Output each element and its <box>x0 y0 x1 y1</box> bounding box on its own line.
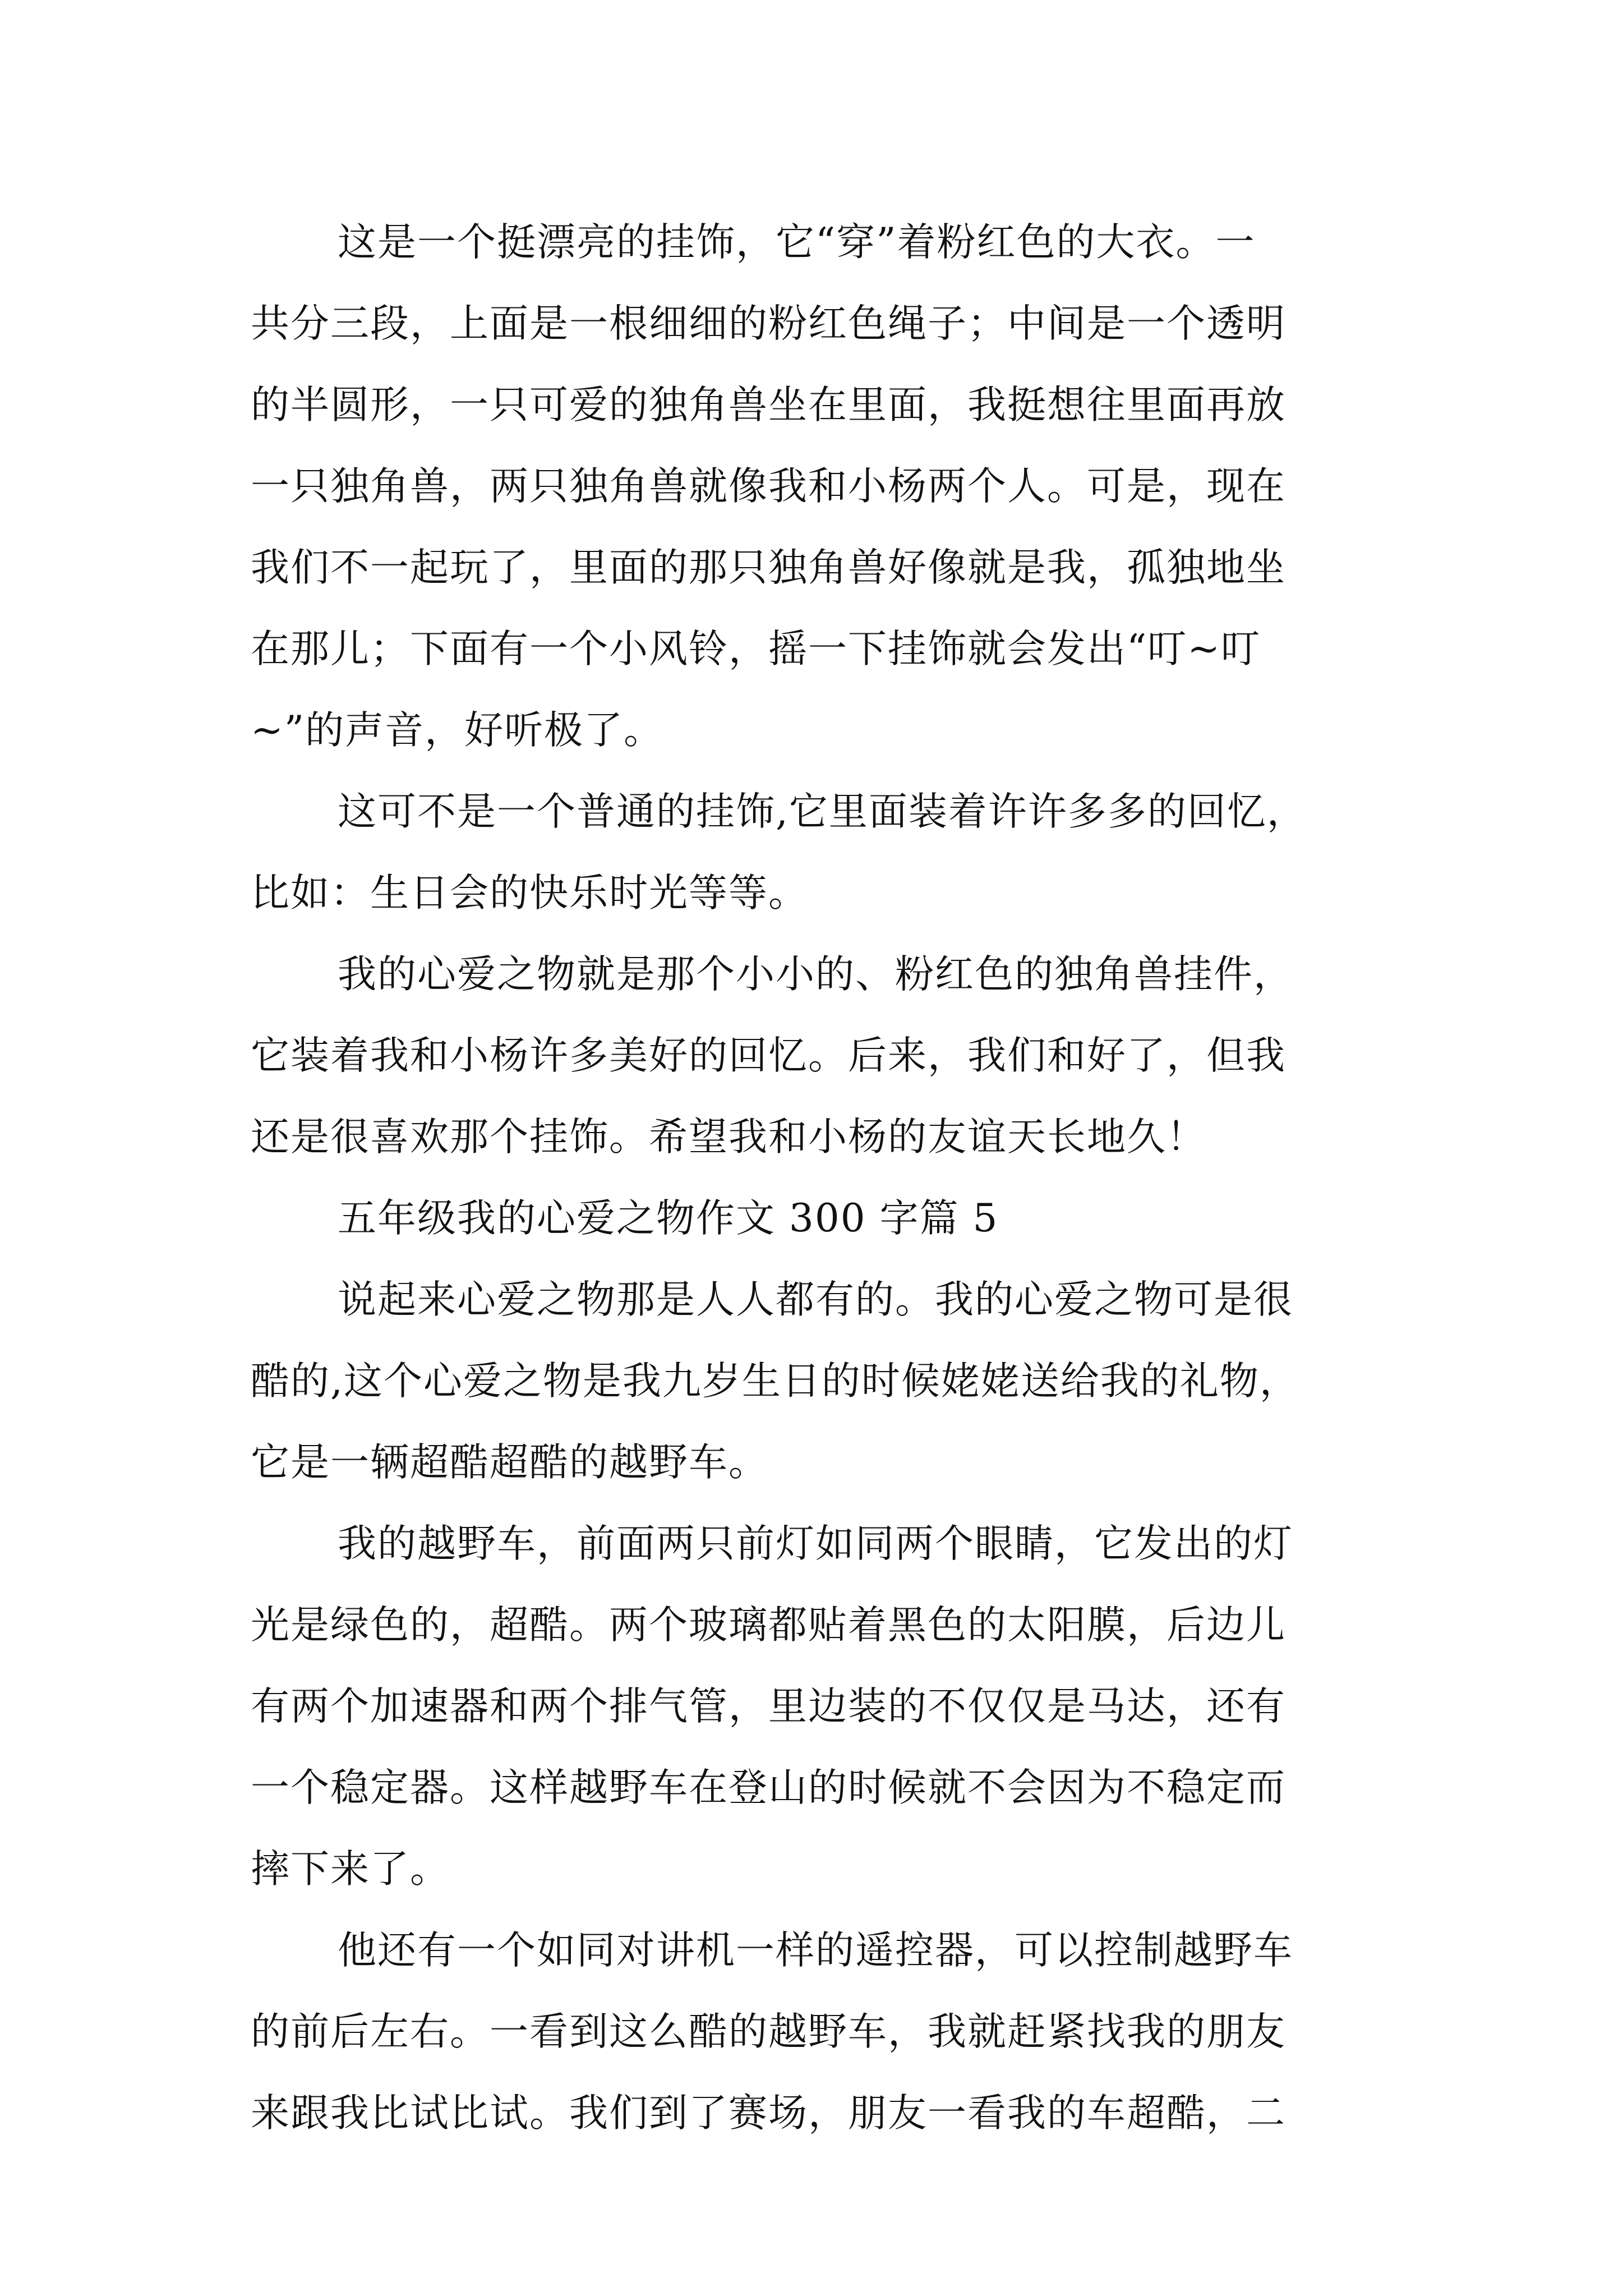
text-line: 共分三段，上面是一根细细的粉红色绳子；中间是一个透明 <box>251 301 1286 346</box>
text-line: 它装着我和小杨许多美好的回忆。后来，我们和好了，但我 <box>251 1033 1286 1078</box>
text-line: 一个稳定器。这样越野车在登山的时候就不会因为不稳定而 <box>251 1765 1286 1810</box>
text-line: 在那儿；下面有一个小风铃，摇一下挂饰就会发出“叮~叮 <box>251 627 1261 671</box>
text-line: 的半圆形，一只可爱的独角兽坐在里面，我挺想往里面再放 <box>251 383 1286 427</box>
text-line: 有两个加速器和两个排气管，里边装的不仅仅是马达，还有 <box>251 1684 1286 1729</box>
text-line: 还是很喜欢那个挂饰。希望我和小杨的友谊天长地久！ <box>251 1115 1206 1159</box>
text-line: 他还有一个如同对讲机一样的遥控器，可以控制越野车 <box>338 1928 1293 1973</box>
text-line: 我们不一起玩了，里面的那只独角兽好像就是我，孤独地坐 <box>251 545 1286 590</box>
text-line: 说起来心爱之物那是人人都有的。我的心爱之物可是很 <box>338 1277 1293 1322</box>
text-line: 这是一个挺漂亮的挂饰，它“穿”着粉红色的大衣。一 <box>338 220 1256 265</box>
text-line: 的前后左右。一看到这么酷的越野车，我就赶紧找我的朋友 <box>251 2009 1286 2054</box>
text-line: 光是绿色的，超酷。两个玻璃都贴着黑色的太阳膜，后边儿 <box>251 1603 1286 1648</box>
text-line: ~”的声音，好听极了。 <box>251 708 664 753</box>
text-line: 比如：生日会的快乐时光等等。 <box>251 871 808 915</box>
text-line: 酷的,这个心爱之物是我九岁生日的时候姥姥送给我的礼物， <box>251 1359 1299 1404</box>
text-line: 这可不是一个普通的挂饰,它里面装着许许多多的回忆， <box>338 789 1307 834</box>
section-heading: 五年级我的心爱之物作文 300 字篇 5 <box>338 1196 999 1241</box>
text-line: 一只独角兽，两只独角兽就像我和小杨两个人。可是，现在 <box>251 464 1286 509</box>
text-line: 我的越野车，前面两只前灯如同两个眼睛，它发出的灯 <box>338 1521 1293 1566</box>
text-line: 摔下来了。 <box>251 1847 450 1892</box>
text-line: 它是一辆超酷超酷的越野车。 <box>251 1440 768 1485</box>
text-line: 来跟我比试比试。我们到了赛场，朋友一看我的车超酷，二 <box>251 2091 1286 2136</box>
text-line: 我的心爱之物就是那个小小的、粉红色的独角兽挂件， <box>338 952 1293 997</box>
